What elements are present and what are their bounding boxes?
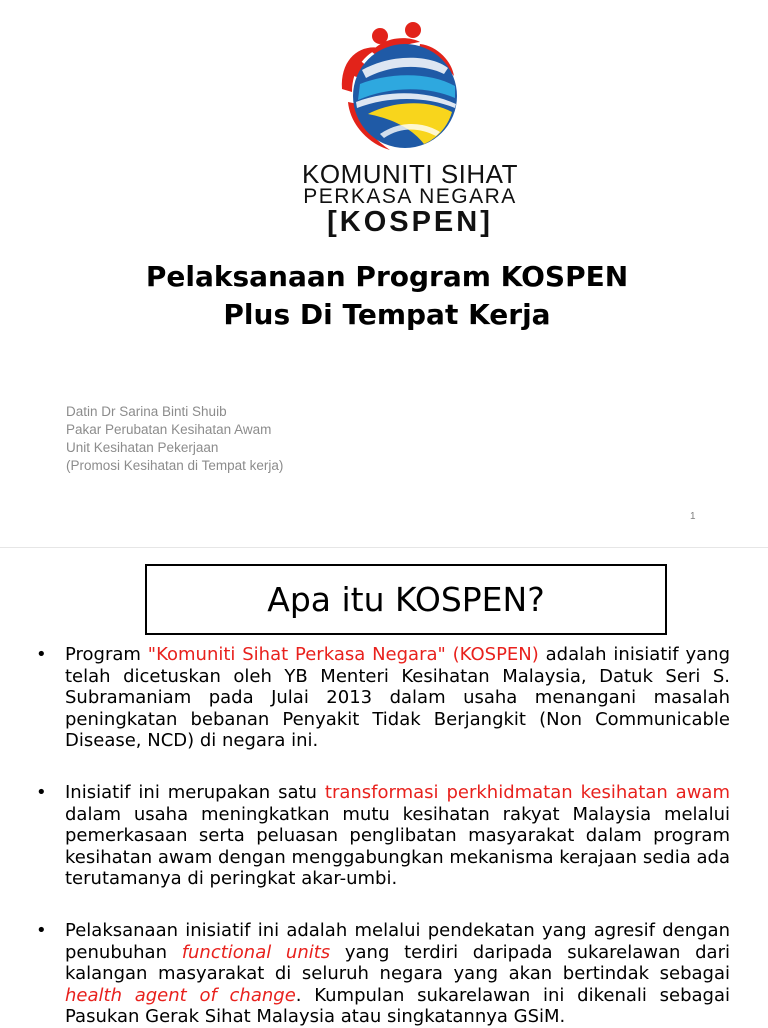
slide-title <box>60 258 714 334</box>
bullet-highlight: health agent of change <box>65 984 296 1006</box>
kospen-logo-icon <box>320 14 470 164</box>
title-line-2: Plus Di Tempat Kerja <box>223 298 551 331</box>
author-section: (Promosi Kesihatan di Tempat kerja) <box>66 458 284 473</box>
author-name: Datin Dr Sarina Binti Shuib <box>66 404 227 419</box>
bullet-item <box>36 782 730 890</box>
bullet-highlight: functional units <box>181 941 331 963</box>
bullet-dot-icon: • <box>36 920 47 941</box>
logo-text-line2: PERKASA NEGARA <box>303 185 517 208</box>
bullet-item <box>36 920 730 1028</box>
bullet-highlight: "Komuniti Sihat Perkasa Negara" (KOSPEN) <box>147 644 539 665</box>
page-number: 1 <box>690 511 696 522</box>
bullet-text: . Kumpulan sukarelawan ini dikenali sebagai Pasukan Gerak Sihat Malaysia atau singkatannya GSiM. <box>65 984 730 1027</box>
bullet-text: Program <box>65 644 148 665</box>
bullet-highlight: transformasi perkhidmatan kesihatan awam <box>324 782 730 803</box>
content-slide <box>0 548 768 1027</box>
slide-heading: Apa itu KOSPEN? <box>145 564 667 635</box>
author-position: Pakar Perubatan Kesihatan Awam <box>66 422 272 437</box>
logo-text-line1: KOMUNITI SIHAT <box>302 159 518 189</box>
bullet-text: yang terdiri daripada sukarelawan dari kalangan masyarakat di seluruh negara yang akan bertindak sebagai <box>65 941 730 984</box>
author-info <box>66 403 466 475</box>
title-line-1: Pelaksanaan Program KOSPEN <box>145 260 629 293</box>
bullet-item <box>36 644 730 752</box>
bullet-text: Inisiatif ini merupakan satu <box>65 782 325 803</box>
logo-text-line3: [KOSPEN] <box>327 206 493 238</box>
bullet-text: Pelaksanaan inisiatif ini adalah melalui pendekatan yang agresif dengan penubuhan <box>65 920 730 963</box>
bullet-dot-icon: • <box>36 782 47 803</box>
author-unit: Unit Kesihatan Pekerjaan <box>66 440 219 455</box>
bullet-text: dalam usaha meningkatkan mutu kesihatan rakyat Malaysia melalui pemerkasaan serta peluasan penglibatan masyarakat dalam program kesihatan awam dengan menggabungkan mekanisma kerajaan sedia ada terutamanya di peringkat akar-umbi. <box>65 803 730 889</box>
bullet-dot-icon: • <box>36 644 47 665</box>
bullet-text: adalah inisiatif yang telah dicetuskan oleh YB Menteri Kesihatan Malaysia, Datuk Seri S. Subramaniam pada Julai 2013 dalam usaha menangani masalah peningkatan bebanan Penyakit Tidak Berjangkit (Non Communicable Disease, NCD) di negara ini. <box>65 644 730 751</box>
